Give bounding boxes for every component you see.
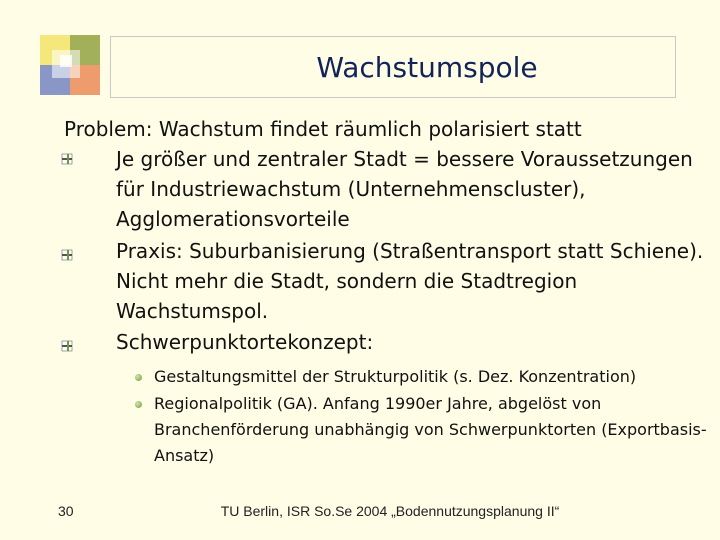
striped-square-bullet-icon [61,249,73,261]
slide-logo [0,0,110,100]
footer-text: TU Berlin, ISR So.Se 2004 „Bodennutzungsplanung II“ [220,503,560,519]
striped-square-bullet-icon [61,340,73,352]
green-dot-bullet-icon [135,374,142,381]
sub-bullet-2: Regionalpolitik (GA). Anfang 1990er Jahre, abgelöst von Branchenförderung unabhängig von Schwerpunktorten (Exportbasis-Ansatz) [154,394,707,465]
bullet-1: Je größer und zentraler Stadt = bessere Voraussetzungen für Industriewachstum (Unternehmenscluster), Agglomerationsvorteile [116,147,693,231]
slide-title: Wachstumspole [316,50,538,84]
sub-bullet-1: Gestaltungsmittel der Strukturpolitik (s. Dez. Konzentration) [154,367,637,386]
intro-line: Problem: Wachstum findet räumlich polarisiert statt [64,117,582,141]
title-frame [110,36,676,98]
striped-square-bullet-icon [61,153,73,165]
page-number: 30 [58,503,74,519]
bullet-2: Praxis: Suburbanisierung (Straßentransport statt Schiene). Nicht mehr die Stadt, sondern die Stadtregion Wachstumspol. [116,239,704,323]
green-dot-bullet-icon [135,401,142,408]
bullet-3: Schwerpunktortekonzept: [116,330,374,354]
